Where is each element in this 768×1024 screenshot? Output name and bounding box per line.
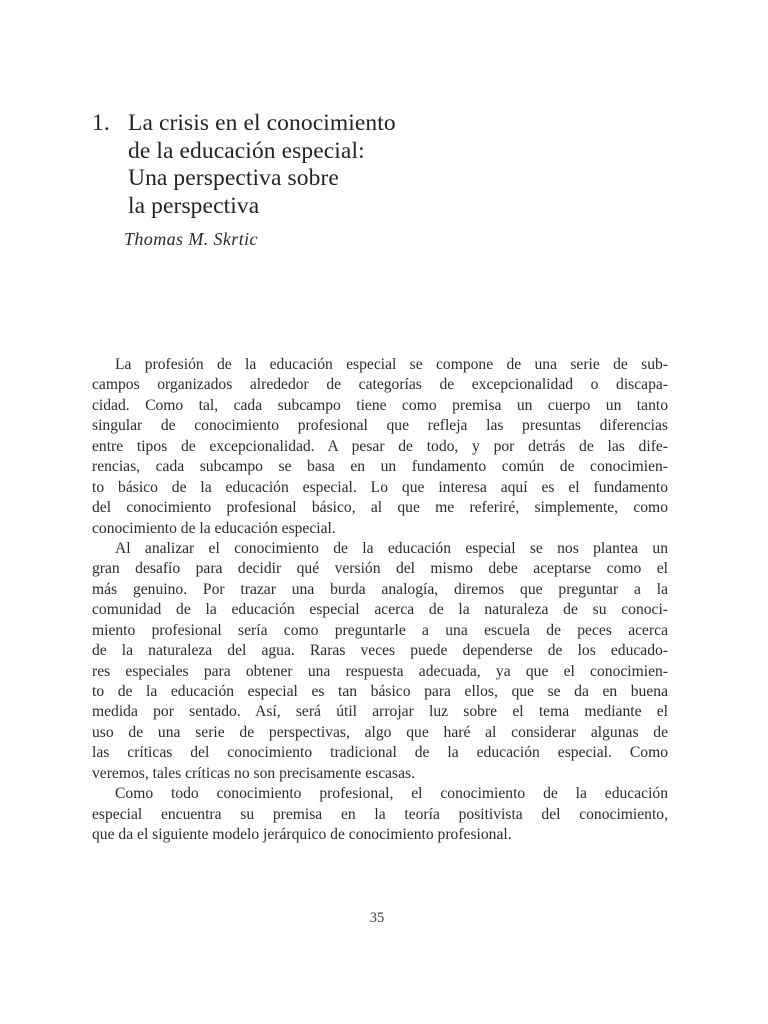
- text-line: de la naturaleza del agua. Raras veces puede dependerse de los educado-: [92, 642, 668, 660]
- text-line: uso de una serie de perspectivas, algo que haré al considerar algunas de: [92, 723, 668, 741]
- text-line: campos organizados alrededor de categorías de excepcionalidad o discapa-: [92, 376, 668, 394]
- text-line: miento profesional sería como preguntarle a una escuela de peces acerca: [92, 621, 668, 639]
- text-line: medida por sentado. Así, será útil arrojar luz sobre el tema mediante el: [92, 703, 668, 721]
- text-line: singular de conocimiento profesional que refleja las presuntas diferencias: [92, 417, 668, 435]
- chapter-title-line: la perspectiva: [128, 192, 260, 219]
- chapter-title: [128, 110, 558, 220]
- text-line: especial encuentra su premisa en la teoría positivista del conocimiento,: [92, 805, 668, 823]
- text-line: conocimiento de la educación especial.: [92, 519, 336, 537]
- body-text: [92, 355, 668, 846]
- text-line: to básico de la educación especial. Lo que interesa aquí es el fundamento: [92, 478, 668, 496]
- chapter-title-line: La crisis en el conocimiento: [128, 110, 396, 136]
- chapter-title-line: Una perspectiva sobre: [128, 165, 339, 191]
- text-line: Al analizar el conocimiento de la educación especial se nos plantea un: [115, 539, 668, 557]
- text-line: La profesión de la educación especial se compone de una serie de sub-: [115, 356, 668, 373]
- text-line: comunidad de la educación especial acerca de la naturaleza de su conoci-: [92, 601, 668, 619]
- text-line: gran desafío para decidir qué versión del mismo debe aceptarse como el: [92, 560, 668, 578]
- chapter-number: 1.: [92, 110, 110, 136]
- text-line: más genuino. Por trazar una burda analogía, diremos que preguntar a la: [92, 580, 668, 598]
- text-line: to de la educación especial es tan básico para ellos, que se da en buena: [92, 683, 668, 700]
- text-line: las críticas del conocimiento tradicional de la educación especial. Como: [92, 744, 668, 762]
- page-number: 35: [369, 910, 385, 926]
- text-line: del conocimiento profesional básico, al que me referiré, simplemente, como: [92, 499, 668, 517]
- text-line: entre tipos de excepcionalidad. A pesar de todo, y por detrás de las dife-: [92, 437, 668, 455]
- text-line: que da el siguiente modelo jerárquico de conocimiento profesional.: [92, 826, 512, 844]
- text-line: rencias, cada subcampo se basa en un fundamento común de conocimien-: [92, 458, 668, 476]
- chapter-author: Thomas M. Skrtic: [124, 229, 258, 249]
- text-line: veremos, tales críticas no son precisamente escasas.: [92, 764, 416, 782]
- text-line: Como todo conocimiento profesional, el conocimiento de la educación: [115, 785, 668, 803]
- text-line: res especiales para obtener una respuesta adecuada, ya que el conocimien-: [92, 662, 668, 680]
- text-line: cidad. Como tal, cada subcampo tiene como premisa un cuerpo un tanto: [92, 396, 668, 414]
- chapter-title-line: de la educación especial:: [128, 137, 365, 164]
